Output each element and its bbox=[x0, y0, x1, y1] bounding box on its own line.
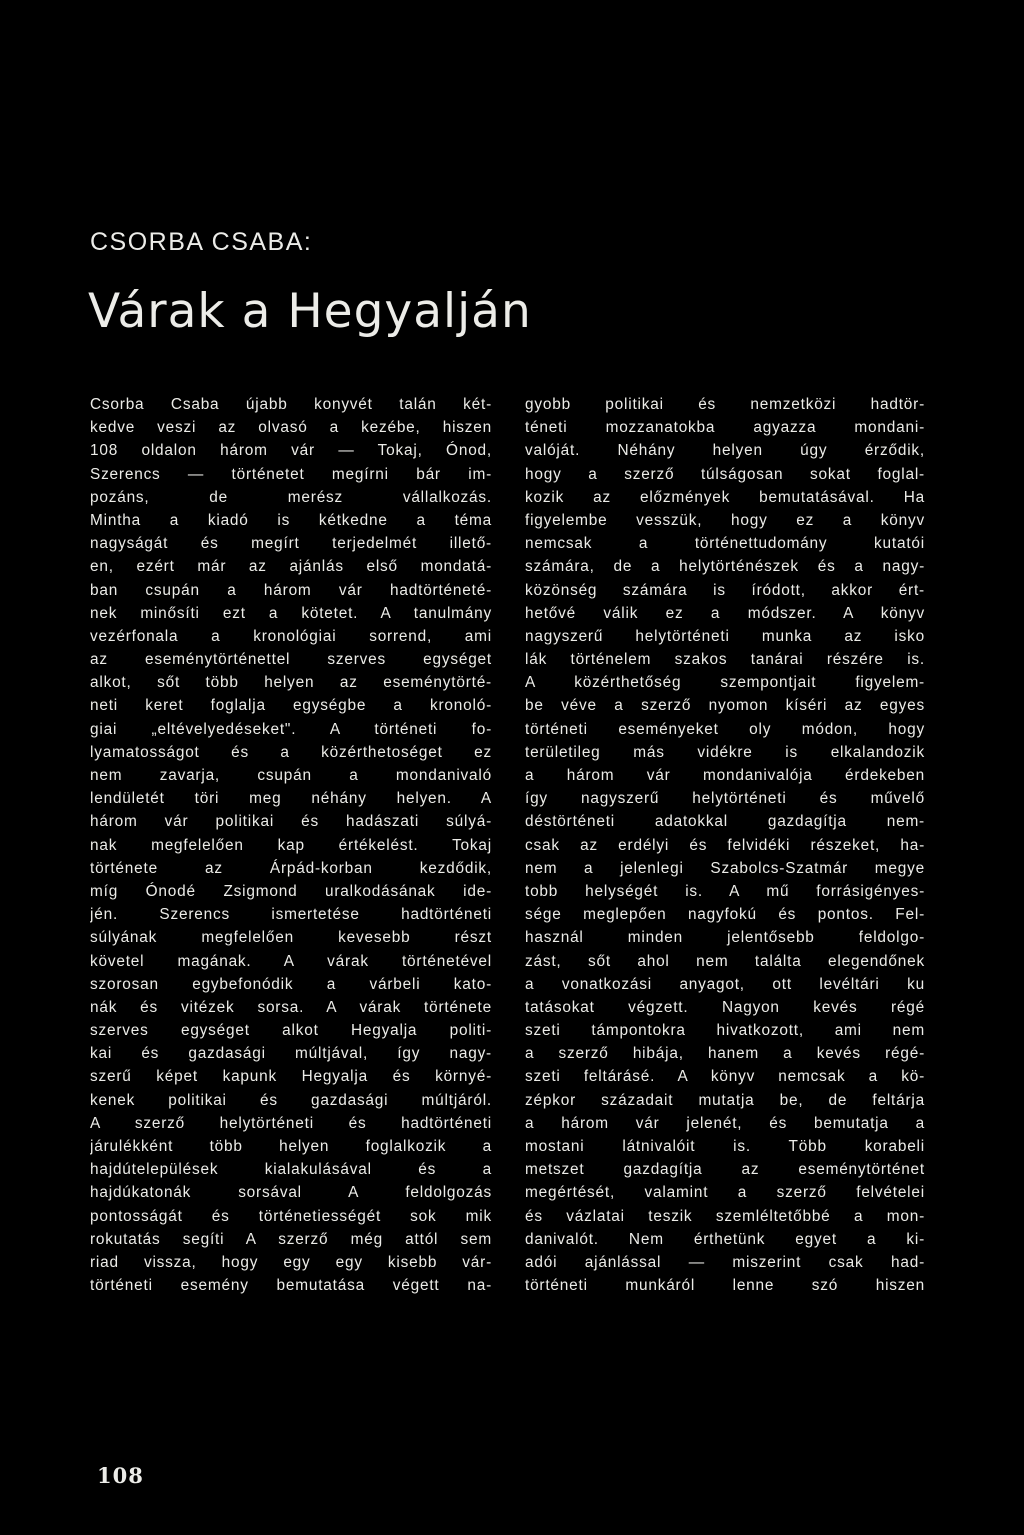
text-line: járulékként több helyen foglalkozik a bbox=[90, 1138, 492, 1155]
text-line: súlyának megfelelően kevesebb részt bbox=[90, 929, 492, 947]
text-line: hajdútelepülések kialakulásával és a bbox=[90, 1161, 492, 1179]
text-line: pontosságát és történetiességét sok mik bbox=[90, 1207, 492, 1225]
text-line: riad vissza, hogy egy egy kisebb vár- bbox=[90, 1253, 492, 1271]
text-line: területileg más vidékre is elkalandozik bbox=[525, 743, 925, 761]
text-line: számára, de a helytörténészek és a nagy- bbox=[525, 558, 925, 576]
text-line: lyamatosságot és a közérthetoséget ez bbox=[90, 743, 492, 761]
text-line: neti keret foglalja egységbe a kronoló- bbox=[90, 697, 492, 715]
text-line: gyobb politikai és nemzetközi hadtör- bbox=[525, 396, 925, 413]
text-line: nak megfelelően kap értékelést. Tokaj bbox=[90, 836, 492, 854]
text-line: tatásokat végzett. Nagyon kevés régé bbox=[525, 998, 925, 1016]
text-line: hetővé válik ez a módszer. A könyv bbox=[525, 604, 925, 622]
text-line: 108 oldalon három vár — Tokaj, Ónod, bbox=[90, 442, 492, 460]
text-line: zépkor századait mutatja be, de feltárja bbox=[525, 1091, 925, 1109]
text-line: kozik az előzmények bemutatásával. Ha bbox=[525, 488, 925, 506]
author-name: CSORBA CSABA: bbox=[90, 228, 313, 256]
text-line: sége meglepően nagyfokú és pontos. Fel- bbox=[525, 906, 925, 924]
text-line: a vonatkozási anyagot, ott levéltári ku bbox=[525, 975, 925, 993]
text-line: alkot, sőt több helyen az eseménytörté- bbox=[90, 674, 492, 692]
text-line: követel magának. A várak történetével bbox=[90, 952, 492, 970]
text-line: nák és vitézek sorsa. A várak története bbox=[90, 998, 492, 1016]
text-line: így nagyszerű helytörténeti és művelő bbox=[525, 790, 925, 808]
text-line: míg Ónodé Zsigmond uralkodásának ide- bbox=[90, 882, 492, 900]
text-line: szeti feltárásé. A könyv nemcsak a kö- bbox=[525, 1068, 925, 1086]
text-line: tobb helységét is. A mű forrásigényes- bbox=[525, 882, 925, 900]
text-line: nem zavarja, csupán a mondanivaló bbox=[90, 767, 492, 784]
text-line: a szerző hibája, hanem a kevés régé- bbox=[525, 1045, 925, 1063]
text-line: szorosan egybefonódik a várbeli kato- bbox=[90, 975, 492, 993]
text-line: csak az erdélyi és felvidéki részeket, ha- bbox=[525, 836, 925, 854]
text-line: A közérthetőség szempontjait figyelem- bbox=[525, 674, 925, 692]
text-column-left bbox=[90, 393, 492, 1297]
text-line: használ minden jelentősebb feldolgo- bbox=[525, 929, 925, 947]
text-line: nek minősíti ezt a kötetet. A tanulmány bbox=[90, 604, 492, 622]
text-line: hajdúkatonák sorsával A feldolgozás bbox=[90, 1184, 492, 1202]
text-line: a három vár jelenét, és bemutatja a bbox=[525, 1114, 925, 1132]
text-line: déstörténeti adatokkal gazdagítja nem- bbox=[525, 813, 925, 831]
text-line: metszet gazdagítja az eseménytörténet bbox=[525, 1161, 925, 1179]
text-line: téneti mozzanatokba agyazza mondani- bbox=[525, 419, 925, 437]
text-line: A szerző helytörténeti és hadtörténeti bbox=[90, 1114, 492, 1132]
text-line: danivalót. Nem érthetünk egyet a ki- bbox=[525, 1230, 925, 1248]
text-line: kai és gazdasági múltjával, így nagy- bbox=[90, 1045, 492, 1063]
text-line: zást, sőt ahol nem találta elegendőnek bbox=[525, 952, 925, 970]
text-line: nemcsak a történettudomány kutatói bbox=[525, 535, 925, 553]
text-line: szerves egységet alkot Hegyalja politi- bbox=[90, 1022, 492, 1040]
text-line: lák történelem szakos tanárai részére is. bbox=[525, 651, 925, 669]
text-line: kenek politikai és gazdasági múltjáról. bbox=[90, 1091, 492, 1109]
text-line: nem a jelenlegi Szabolcs-Szatmár megye bbox=[525, 859, 925, 877]
text-line: figyelembe vesszük, hogy ez a könyv bbox=[525, 511, 925, 529]
text-line: pozáns, de merész vállalkozás. bbox=[90, 488, 492, 506]
text-line: mostani látnivalóit is. Több korabeli bbox=[525, 1138, 925, 1155]
text-line: Mintha a kiadó is kétkedne a téma bbox=[90, 511, 492, 529]
text-line: be véve a szerző nyomon kíséri az egyes bbox=[525, 697, 925, 715]
page-number: 108 bbox=[97, 1463, 144, 1488]
text-line: szeti támpontokra hivatkozott, ami nem bbox=[525, 1022, 925, 1040]
text-line: Szerencs — történetet megírni bár im- bbox=[90, 465, 492, 483]
text-line: giai „eltévelyedéseket". A történeti fo- bbox=[90, 720, 492, 738]
text-line: szerű képet kapunk Hegyalja és környé- bbox=[90, 1068, 492, 1086]
text-line: és vázlatai teszik szemléltetőbbé a mon- bbox=[525, 1207, 925, 1225]
text-line: valóját. Néhány helyen úgy érződik, bbox=[525, 442, 925, 460]
text-line: hogy a szerző túlságosan sokat foglal- bbox=[525, 465, 925, 483]
text-line: megértését, valamint a szerző felvételei bbox=[525, 1184, 925, 1202]
text-line: ban csupán a három vár hadtörténeté- bbox=[90, 581, 492, 599]
text-line: közönség számára is íródott, akkor ért- bbox=[525, 581, 925, 599]
text-line: vezérfonala a kronológiai sorrend, ami bbox=[90, 627, 492, 645]
text-column-right bbox=[525, 393, 925, 1297]
text-line: Csorba Csaba újabb konyvét talán két- bbox=[90, 396, 492, 413]
text-line: kedve veszi az olvasó a kezébe, hiszen bbox=[90, 419, 492, 437]
text-line: történeti esemény bemutatása végett na- bbox=[90, 1277, 492, 1295]
text-line: rokutatás segíti A szerző még attól sem bbox=[90, 1230, 492, 1248]
text-line: történeti eseményeket oly módon, hogy bbox=[525, 720, 925, 738]
text-line: történeti munkáról lenne szó hiszen bbox=[525, 1277, 925, 1295]
text-line: a három vár mondanivalója érdekeben bbox=[525, 767, 925, 784]
text-line: nagyságát és megírt terjedelmét illető- bbox=[90, 535, 492, 553]
text-line: története az Árpád-korban kezdődik, bbox=[90, 859, 492, 877]
text-line: en, ezért már az ajánlás első mondatá- bbox=[90, 558, 492, 576]
text-line: adói ajánlással — miszerint csak had- bbox=[525, 1253, 925, 1271]
text-line: nagyszerű helytörténeti munka az isko bbox=[525, 627, 925, 645]
article-title: Várak a Hegyalján bbox=[88, 284, 532, 339]
text-line: három vár politikai és hadászati súlyá- bbox=[90, 813, 492, 831]
text-line: az eseménytörténettel szerves egységet bbox=[90, 651, 492, 669]
text-line: jén. Szerencs ismertetése hadtörténeti bbox=[90, 906, 492, 924]
text-line: lendületét töri meg néhány helyen. A bbox=[90, 790, 492, 808]
